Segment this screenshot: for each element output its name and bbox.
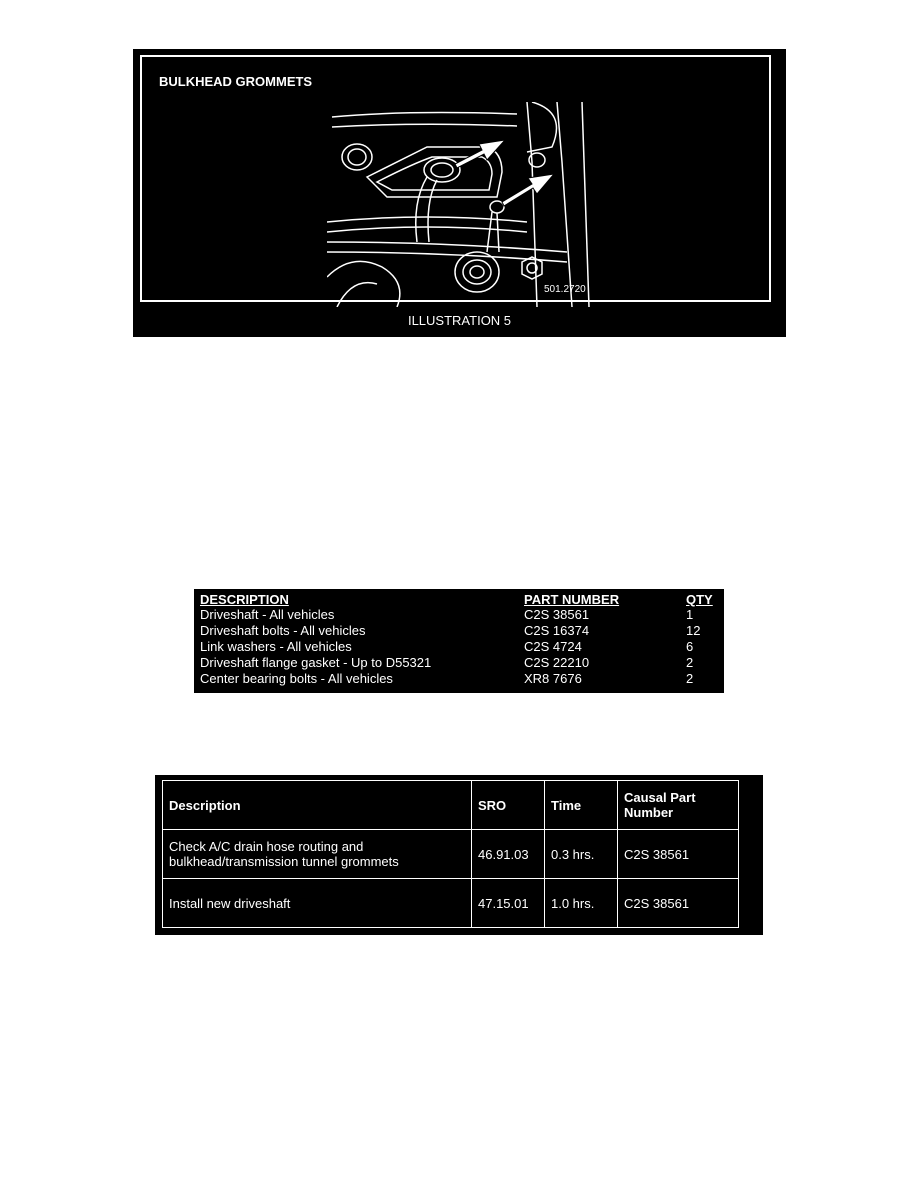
bulkhead-grommet-drawing	[327, 102, 627, 307]
labor-causal-part: C2S 38561	[618, 830, 739, 879]
part-number: XR8 7676	[524, 671, 582, 686]
part-description: Driveshaft flange gasket - Up to D55321	[200, 655, 432, 670]
parts-header-description: DESCRIPTION	[200, 591, 289, 607]
labor-table-panel	[155, 775, 763, 935]
labor-sro: 46.91.03	[472, 830, 545, 879]
part-description: Driveshaft bolts - All vehicles	[200, 623, 366, 638]
parts-header-part-number: PART NUMBER	[524, 591, 620, 607]
part-number: C2S 4724	[524, 639, 582, 654]
table-row	[163, 879, 739, 928]
parts-header-qty: QTY	[686, 591, 713, 607]
table-row	[163, 830, 739, 879]
labor-header-description: Description	[163, 781, 472, 830]
part-qty: 6	[686, 639, 694, 654]
illustration-frame	[140, 55, 771, 302]
labor-description: Install new driveshaft	[163, 879, 472, 928]
labor-time: 0.3 hrs.	[545, 830, 618, 879]
illustration-title: BULKHEAD GROMMETS	[159, 74, 313, 89]
part-description: Driveshaft - All vehicles	[200, 607, 335, 622]
parts-table-panel	[194, 589, 724, 693]
parts-header-row	[200, 591, 718, 607]
labor-header-time: Time	[545, 781, 618, 830]
part-qty: 2	[686, 671, 694, 686]
labor-header-sro: SRO	[472, 781, 545, 830]
part-qty: 1	[686, 607, 694, 622]
labor-sro: 47.15.01	[472, 879, 545, 928]
part-number: C2S 16374	[524, 623, 590, 638]
labor-causal-part: C2S 38561	[618, 879, 739, 928]
table-row	[200, 623, 718, 639]
table-row	[200, 671, 718, 687]
part-qty: 2	[686, 655, 694, 670]
labor-description: Check A/C drain hose routing and bulkhead/transmission tunnel grommets	[163, 830, 472, 879]
parts-table	[200, 591, 718, 687]
labor-table	[162, 780, 739, 928]
part-description: Link washers - All vehicles	[200, 639, 352, 654]
labor-header-row	[163, 781, 739, 830]
table-row	[200, 639, 718, 655]
illustration-panel	[133, 49, 786, 337]
illustration-caption: ILLUSTRATION 5	[407, 313, 512, 328]
labor-header-causal-part: Causal Part Number	[618, 781, 739, 830]
illustration-code: 501.2720	[544, 284, 586, 295]
part-number: C2S 22210	[524, 655, 590, 670]
table-row	[200, 607, 718, 623]
part-qty: 12	[686, 623, 701, 638]
table-row	[200, 655, 718, 671]
labor-time: 1.0 hrs.	[545, 879, 618, 928]
part-number: C2S 38561	[524, 607, 590, 622]
part-description: Center bearing bolts - All vehicles	[200, 671, 393, 686]
